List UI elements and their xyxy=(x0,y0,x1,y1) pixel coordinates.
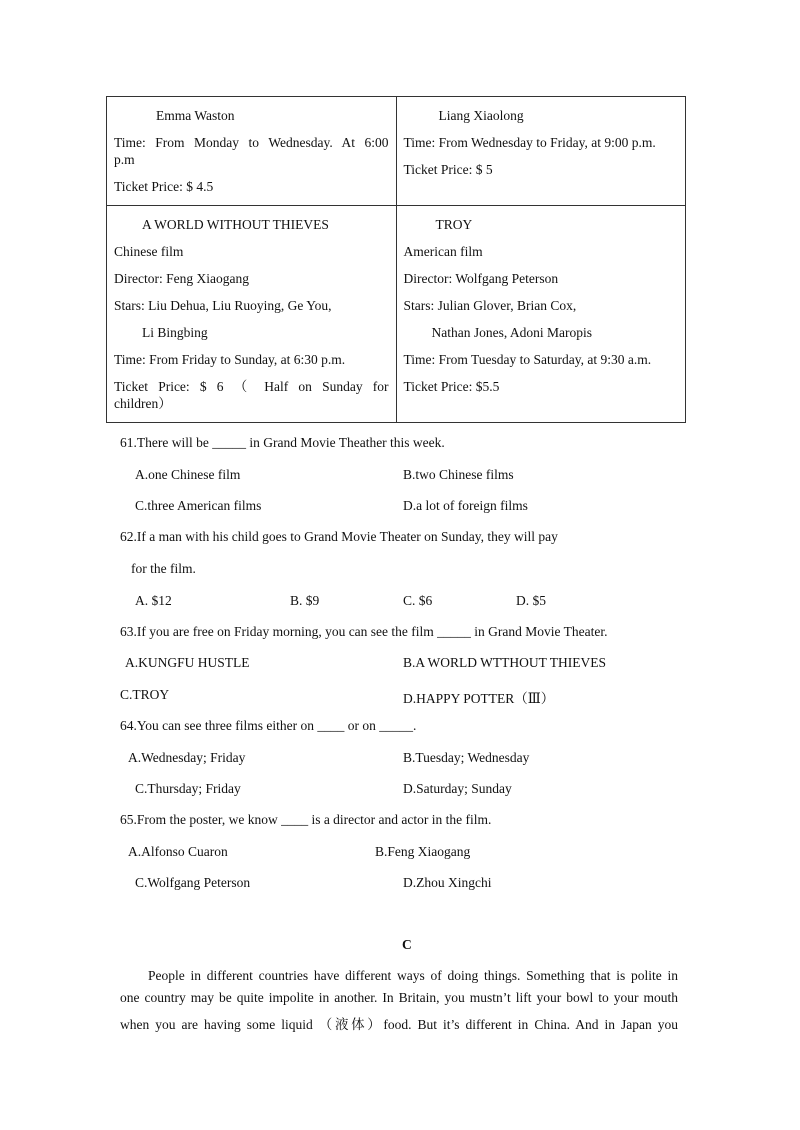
cell-line: American film xyxy=(403,244,483,259)
cell-line: Stars: Julian Glover, Brian Cox, xyxy=(403,298,577,313)
question-64-stem: 64.You can see three films either on ____ or on _____. xyxy=(120,718,417,733)
question-65-stem: 65.From the poster, we know ____ is a director and actor in the film. xyxy=(120,812,492,827)
question-62-stem: 62.If a man with his child goes to Grand Movie Theater on Sunday, they will pay xyxy=(120,529,558,544)
question-64-option-d: D.Saturday; Sunday xyxy=(403,781,512,796)
question-62-stem-continued: for the film. xyxy=(131,561,196,576)
question-65-option-c: C.Wolfgang Peterson xyxy=(135,875,251,890)
cell-line: Chinese film xyxy=(114,244,184,259)
cell-line: Li Bingbing xyxy=(142,325,208,340)
cell-line: Stars: Liu Dehua, Liu Ruoying, Ge You, xyxy=(114,298,332,313)
cell-title: A WORLD WITHOUT THIEVES xyxy=(142,217,329,232)
question-61-stem: 61.There will be _____ in Grand Movie Theather this week. xyxy=(120,435,445,450)
cell-line: Ticket Price: $ 4.5 xyxy=(114,179,214,194)
cell-line: Nathan Jones, Adoni Maropis xyxy=(431,325,592,340)
question-63-option-b: B.A WORLD WTTHOUT THIEVES xyxy=(403,655,606,670)
cell-line: Time: From Friday to Sunday, at 6:30 p.m. xyxy=(114,352,346,367)
cell-line: p.m xyxy=(114,152,135,167)
paragraph-line: when you are having some liquid （液体）food. But it’s different in China. And in Japan you xyxy=(120,1017,678,1032)
question-62-option-d: D. $5 xyxy=(516,593,546,608)
question-62-option-b: B. $9 xyxy=(290,593,320,608)
question-63-option-a: A.KUNGFU HUSTLE xyxy=(125,655,250,670)
section-heading: C xyxy=(402,937,412,952)
cell-line: Director: Wolfgang Peterson xyxy=(403,271,559,286)
question-65-option-b: B.Feng Xiaogang xyxy=(375,844,471,859)
cell-line: children） xyxy=(114,396,172,411)
poster-cell-emma-waston xyxy=(107,97,397,206)
cell-line: Time: From Wednesday to Friday, at 9:00 p.m. xyxy=(403,135,656,150)
paragraph-line: one country may be quite impolite in another. In Britain, you mustn’t lift your bowl to your mouth xyxy=(120,990,678,1005)
question-64-option-b: B.Tuesday; Wednesday xyxy=(403,750,530,765)
poster-cell-a-world-without-thieves xyxy=(107,206,397,423)
cell-line: Ticket Price: $ 5 xyxy=(403,162,493,177)
cell-title: TROY xyxy=(435,217,473,232)
cell-line: Time: From Tuesday to Saturday, at 9:30 a.m. xyxy=(403,352,652,367)
question-64-option-c: C.Thursday; Friday xyxy=(135,781,241,796)
poster-cell-troy xyxy=(396,206,686,423)
cell-title: Liang Xiaolong xyxy=(438,108,524,123)
poster-cell-liang-xiaolong xyxy=(396,97,686,206)
question-65-option-a: A.Alfonso Cuaron xyxy=(128,844,228,859)
cell-line: Ticket Price: $ 6 （ Half on Sunday for xyxy=(114,379,389,394)
question-61-option-c: C.three American films xyxy=(135,498,262,513)
question-63-stem: 63.If you are free on Friday morning, you can see the film _____ in Grand Movie Theater. xyxy=(120,624,608,639)
question-64-option-a: A.Wednesday; Friday xyxy=(128,750,246,765)
cell-title: Emma Waston xyxy=(156,108,235,123)
question-63-option-d: D.HAPPY POTTER（Ⅲ） xyxy=(403,691,555,706)
paragraph-line: People in different countries have different ways of doing things. Something that is polite in xyxy=(148,968,678,983)
question-63-option-c: C.TROY xyxy=(120,687,170,702)
question-62-option-a: A. $12 xyxy=(135,593,172,608)
question-62-option-c: C. $6 xyxy=(403,593,433,608)
cell-line: Director: Feng Xiaogang xyxy=(114,271,249,286)
cell-line: Time: From Monday to Wednesday. At 6:00 xyxy=(114,135,389,150)
question-61-option-a: A.one Chinese film xyxy=(135,467,241,482)
question-65-option-d: D.Zhou Xingchi xyxy=(403,875,492,890)
cell-line: Ticket Price: $5.5 xyxy=(403,379,500,394)
film-poster-table xyxy=(106,96,686,423)
question-61-option-d: D.a lot of foreign films xyxy=(403,498,528,513)
question-61-option-b: B.two Chinese films xyxy=(403,467,514,482)
